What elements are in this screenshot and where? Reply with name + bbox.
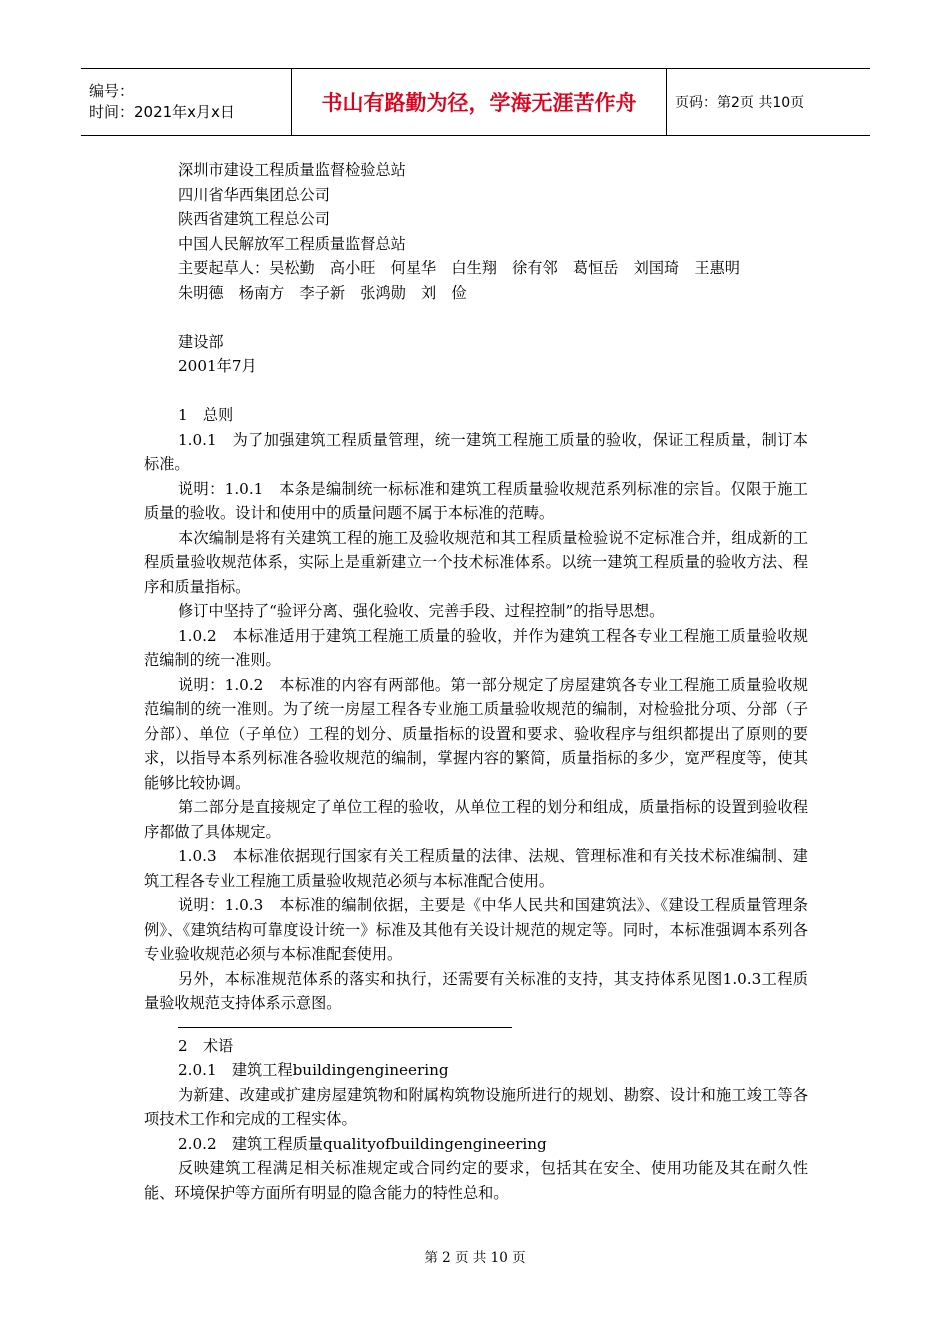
term-title: 2.0.1 建筑工程buildingengineering [178, 1061, 449, 1079]
org-line: 中国人民解放军工程质量监督总站 [178, 234, 406, 253]
drafters-line: 主要起草人：吴松勤 高小旺 何星华 白生翔 徐有邻 葛恒岳 刘国琦 王惠明 [178, 259, 740, 277]
paragraph: 第二部分是直接规定了单位工程的验收，从单位工程的划分和组成，质量指标的设置到验收程序都做了具体规定。 [144, 798, 808, 841]
divider [178, 1027, 512, 1028]
paragraph: 另外，本标准规范体系的落实和执行，还需要有关标准的支持，其支持体系见图1.0.3工程质量验收规范支持体系示意图。 [144, 969, 808, 1012]
paragraph: 说明：1.0.3 本标准的编制依据，主要是《中华人民共和国建筑法》、《建设工程质量管理条例》、《建筑结构可靠度设计统一》标准及其他有关设计规范的规定等。同时，本标准强调本系列各专业验收规范必须与本标准配套使用。 [144, 896, 808, 963]
paragraph: 1.0.2 本标准适用于建筑工程施工质量的验收，并作为建筑工程各专业工程施工质量验收规范编制的统一准则。 [144, 626, 808, 669]
org-line: 四川省华西集团总公司 [178, 185, 330, 204]
paragraph: 说明：1.0.2 本标准的内容有两部他。第一部分规定了房屋建筑各专业工程施工质量验收规范编制的统一准则。为了统一房屋工程各专业施工质量验收规范的编制，对检验批分项、分部（子分部）、单位（子单位）工程的划分、质量指标的设置和要求、验收程序与组织都提出了原则的要求，以指导本系列标准各验收规范的编制，掌握内容的繁简，质量指标的多少，宽严程度等，使其能够比较协调。 [144, 675, 808, 792]
drafters-line: 朱明德 杨南方 李子新 张鸿勋 刘 俭 [178, 283, 467, 302]
section-heading: 1 总则 [178, 406, 234, 424]
paragraph: 1.0.3 本标准依据现行国家有关工程质量的法律、法规、管理标准和有关技术标准编制、建筑工程各专业工程施工质量验收规范必须与本标准配合使用。 [144, 847, 808, 890]
org-line: 陕西省建筑工程总公司 [178, 210, 330, 228]
header-motto: 书山有路勤为径，学海无涯苦作舟 [292, 69, 667, 136]
org-line: 深圳市建设工程质量监督检验总站 [178, 161, 406, 179]
header-left-cell [81, 69, 292, 136]
paragraph: 1.0.1 为了加强建筑工程质量管理，统一建筑工程施工质量的验收，保证工程质量，制订本标准。 [144, 430, 808, 473]
header-page-info: 页码：第2页 共10页 [667, 69, 871, 136]
term-definition: 反映建筑工程满足相关标准规定或合同约定的要求，包括其在安全、使用功能及其在耐久性能、环境保护等方面所有明显的隐含能力的特性总和。 [144, 1159, 808, 1202]
page-footer: 第 2 页 共 10 页 [424, 1250, 526, 1266]
term-title: 2.0.2 建筑工程质量qualityofbuildingengineering [178, 1134, 547, 1153]
issuer: 建设部 [178, 332, 224, 351]
doc-date: 时间：2021年x月x日 [89, 103, 235, 121]
page-header [81, 68, 870, 136]
term-definition: 为新建、改建或扩建房屋建筑物和附属构筑物设施所进行的规划、勘察、设计和施工竣工等各项技术工作和完成的工程实体。 [144, 1085, 808, 1128]
section-heading: 2 术语 [178, 1036, 234, 1055]
document-body [144, 158, 808, 1205]
doc-number-label: 编号： [89, 82, 135, 100]
paragraph: 修订中坚持了“验评分离、强化验收、完善手段、过程控制”的指导思想。 [178, 602, 665, 620]
paragraph: 说明：1.0.1 本条是编制统一标标准和建筑工程质量验收规范系列标准的宗旨。仅限于施工质量的验收。设计和使用中的质量问题不属于本标准的范畴。 [144, 479, 808, 522]
issue-date: 2001年7月 [178, 357, 257, 375]
paragraph: 本次编制是将有关建筑工程的施工及验收规范和其工程质量检验说不定标准合并，组成新的工程质量验收规范体系，实际上是重新建立一个技术标准体系。以统一建筑工程质量的验收方法、程序和质量指标。 [144, 528, 808, 596]
